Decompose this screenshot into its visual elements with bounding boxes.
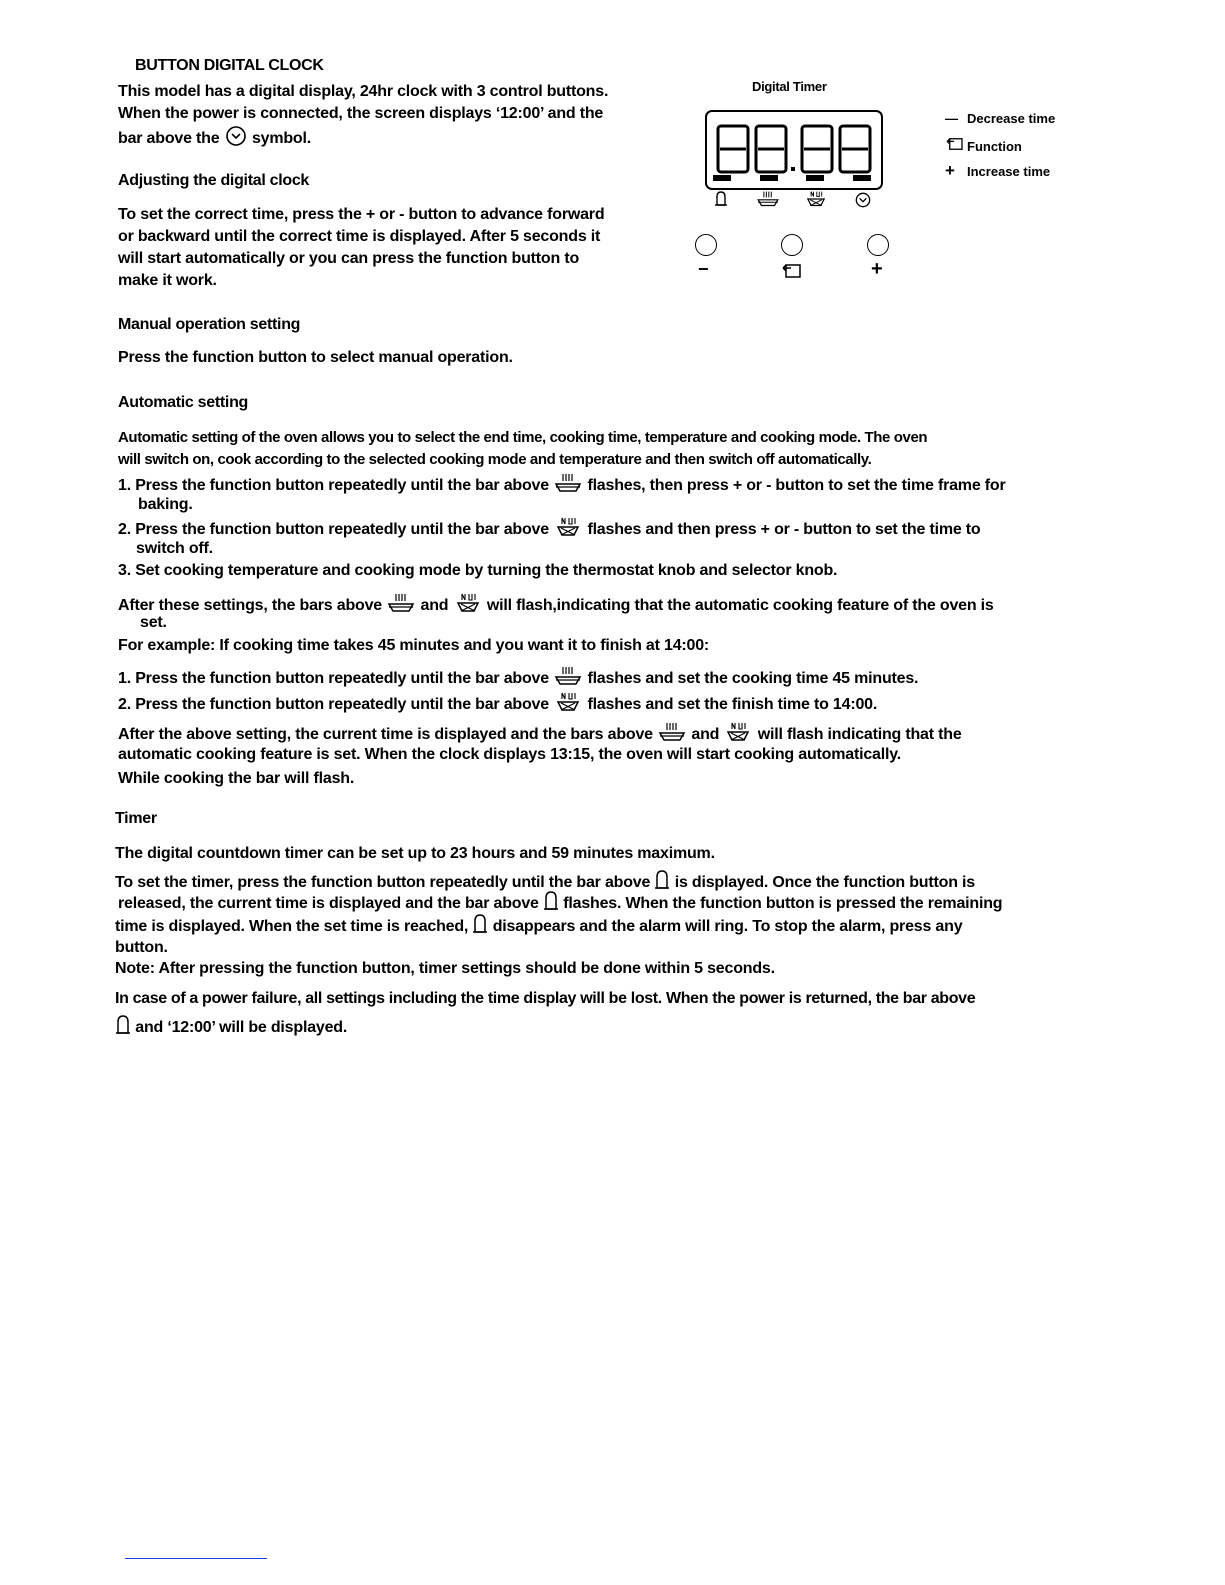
cooking-time-icon bbox=[386, 592, 416, 614]
function-icon bbox=[782, 263, 802, 284]
function-icon bbox=[945, 137, 967, 155]
indicator-bar-timer bbox=[713, 175, 731, 181]
after-setting-line: After the above setting, the current time is displayed and the bars above and will flash indicating that the bbox=[118, 721, 962, 746]
indicator-bar-clock bbox=[853, 175, 871, 181]
cooking-time-icon bbox=[657, 721, 687, 743]
legend-increase: + Increase time bbox=[945, 161, 1051, 180]
example-line: For example: If cooking time takes 45 minutes and you want it to finish at 14:00: bbox=[118, 637, 710, 654]
automatic-paragraph: Automatic setting of the oven allows you to select the end time, cooking time, temperature and cooking mode. The oven bbox=[118, 429, 928, 446]
power-failure-line: In case of a power failure, all settings including the time display will be lost. When the power is returned, the bar above bbox=[115, 990, 976, 1007]
example-step-1: 1. Press the function button repeatedly until the bar above flashes and set the cooking time 45 minutes. bbox=[118, 665, 918, 690]
timer-heading: Timer bbox=[115, 810, 157, 827]
timer-line: To set the timer, press the function button repeatedly until the bar above is displayed. Once the function button is bbox=[115, 869, 975, 894]
cooking-time-icon bbox=[755, 190, 781, 213]
legend-decrease: — Decrease time bbox=[945, 111, 1056, 126]
minus-icon: — bbox=[945, 111, 958, 126]
diagram-title: Digital Timer bbox=[752, 79, 827, 94]
display-decimal-point bbox=[791, 167, 795, 171]
timer-line: released, the current time is displayed and the bar above flashes. When the function button is pressed the remaining bbox=[118, 890, 1002, 915]
bell-icon bbox=[472, 913, 488, 935]
adjusting-line: or backward until the correct time is displayed. After 5 seconds it bbox=[118, 228, 601, 245]
plus-label: + bbox=[871, 258, 883, 280]
automatic-step-2: 2. Press the function button repeatedly until the bar above flashes and then press + or - button to set the time to bbox=[118, 516, 981, 541]
automatic-step-2-cont: switch off. bbox=[136, 540, 213, 557]
timer-line: The digital countdown timer can be set up to 23 hours and 59 minutes maximum. bbox=[115, 845, 715, 862]
note-label: Note: bbox=[115, 960, 155, 977]
after-setting-cont: automatic cooking feature is set. When the clock displays 13:15, the oven will start cooking automatically. bbox=[118, 746, 901, 763]
end-time-icon bbox=[453, 592, 483, 614]
intro-line-3: bar above the symbol. bbox=[118, 125, 311, 150]
cooking-time-icon bbox=[553, 472, 583, 494]
automatic-step-1: 1. Press the function button repeatedly until the bar above flashes, then press + or - button to set the time frame for bbox=[118, 472, 1006, 497]
decrease-button[interactable] bbox=[695, 234, 717, 256]
end-time-icon bbox=[723, 721, 753, 743]
manual-text: Press the function button to select manual operation. bbox=[118, 349, 513, 366]
minus-label: − bbox=[698, 259, 709, 279]
display-digit bbox=[798, 123, 836, 175]
adjusting-line: make it work. bbox=[118, 272, 217, 289]
timer-line: time is displayed. When the set time is reached, disappears and the alarm will ring. To stop the alarm, press any bbox=[115, 913, 962, 938]
while-cooking-line: While cooking the bar will flash. bbox=[118, 770, 355, 787]
end-time-icon bbox=[803, 190, 829, 213]
example-label: For example: bbox=[118, 637, 216, 654]
power-failure-line: and ‘12:00’ will be displayed. bbox=[115, 1014, 347, 1039]
automatic-after: After these settings, the bars above and will flash,indicating that the automatic cooking feature of the oven is bbox=[118, 592, 994, 617]
indicator-bar-cooking-time bbox=[760, 175, 778, 181]
bell-icon bbox=[714, 190, 728, 213]
display-digit bbox=[836, 123, 874, 175]
adjusting-heading: Adjusting the digital clock bbox=[118, 172, 310, 189]
display-digit bbox=[714, 123, 752, 175]
page-title: BUTTON DIGITAL CLOCK bbox=[135, 57, 324, 74]
manual-heading: Manual operation setting bbox=[118, 316, 301, 333]
clock-icon bbox=[853, 190, 873, 215]
indicator-bar-end-time bbox=[806, 175, 824, 181]
adjusting-line: To set the correct time, press the + or - button to advance forward bbox=[118, 206, 605, 223]
legend-function: Function bbox=[945, 137, 1022, 155]
automatic-step-3: 3. Set cooking temperature and cooking mode by turning the thermostat knob and selector knob. bbox=[118, 562, 838, 579]
automatic-step-1-cont: baking. bbox=[138, 496, 193, 513]
function-button[interactable] bbox=[781, 234, 803, 256]
cooking-time-icon bbox=[553, 665, 583, 687]
bell-icon bbox=[654, 869, 670, 891]
adjusting-line: will start automatically or you can press the function button to bbox=[118, 250, 580, 267]
bell-icon bbox=[543, 890, 559, 912]
intro-line-1: This model has a digital display, 24hr clock with 3 control buttons. bbox=[118, 83, 609, 100]
display-digit bbox=[752, 123, 790, 175]
bell-icon bbox=[115, 1014, 131, 1036]
timer-note: Note: After pressing the function button, timer settings should be done within 5 seconds. bbox=[115, 960, 775, 977]
automatic-paragraph: will switch on, cook according to the selected cooking mode and temperature and then switch off automatically. bbox=[118, 451, 872, 468]
timer-line: button. bbox=[115, 939, 168, 956]
end-time-icon bbox=[553, 691, 583, 713]
plus-icon: + bbox=[945, 161, 955, 180]
automatic-heading: Automatic setting bbox=[118, 394, 249, 411]
intro-line-2: When the power is connected, the screen displays ‘12:00’ and the bbox=[118, 105, 604, 122]
end-time-icon bbox=[553, 516, 583, 538]
clock-icon bbox=[224, 125, 248, 147]
increase-button[interactable] bbox=[867, 234, 889, 256]
example-step-2: 2. Press the function button repeatedly until the bar above flashes and set the finish time to 14:00. bbox=[118, 691, 877, 716]
automatic-after-cont: set. bbox=[140, 614, 167, 631]
footer-rule bbox=[125, 1558, 267, 1559]
